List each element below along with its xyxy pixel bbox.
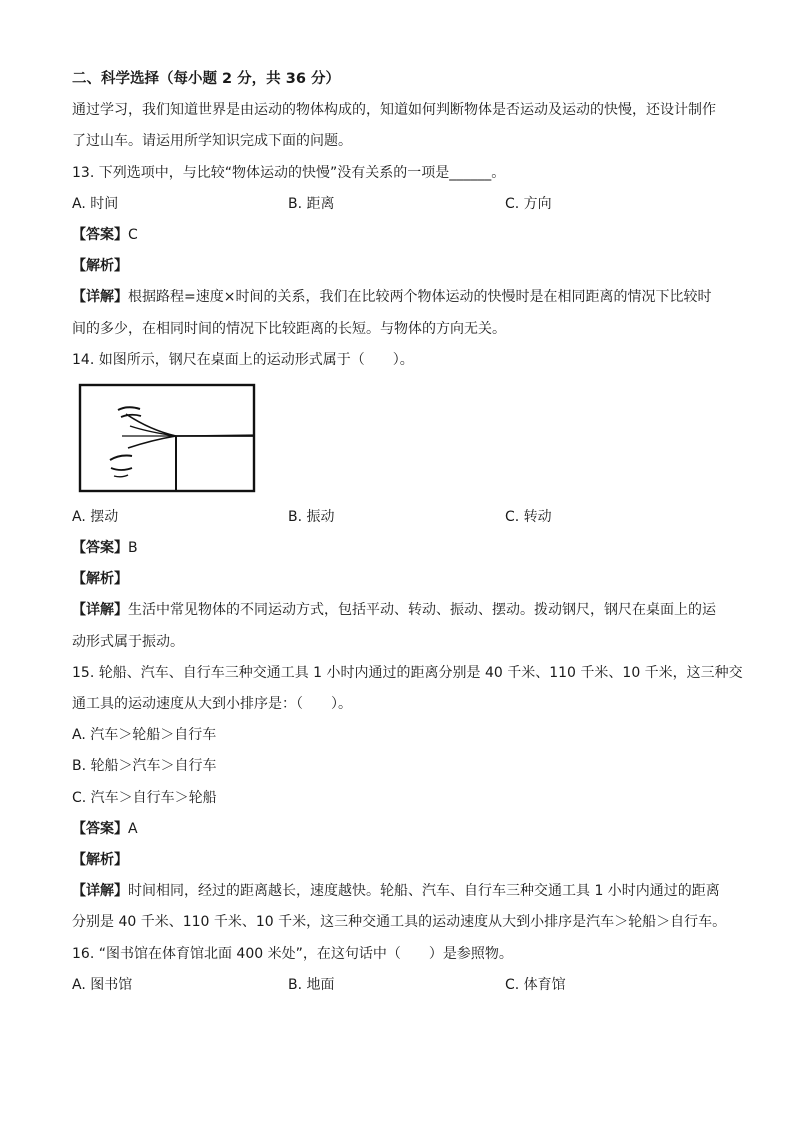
exam-page <box>72 64 743 1001</box>
q13-detail-text-1: 根据路程=速度×时间的关系，我们在比较两个物体运动的快慢时是在相同距离的情况下比较时 <box>128 289 712 306</box>
q16-options <box>72 970 732 1001</box>
answer-tag: 【答案】 <box>72 540 128 557</box>
ruler-mid-position <box>130 426 176 436</box>
q13-detail-line-1 <box>72 282 732 313</box>
q14-option-a: A. 摆动 <box>72 508 119 525</box>
ruler-up-position <box>126 414 176 436</box>
q15-option-a: A. 汽车＞轮船＞自行车 <box>72 727 217 744</box>
answer-tag: 【答案】 <box>72 820 128 837</box>
q16-option-c: C. 体育馆 <box>505 976 566 993</box>
q15-option-c: C. 汽车＞自行车＞轮船 <box>72 789 217 806</box>
answer-tag: 【答案】 <box>72 226 128 243</box>
section-intro-line-2: 了过山车。请运用所学知识完成下面的问题。 <box>72 133 352 150</box>
q15-detail-line-2: 分别是 40 千米、110 千米、10 千米，这三种交通工具的运动速度从大到小排序是汽车＞轮船＞自行车。 <box>72 914 727 931</box>
vibrating-ruler-illustration <box>78 382 258 494</box>
q13-answer-value: C <box>128 226 138 243</box>
q13-options <box>72 189 732 220</box>
section-title: 二、科学选择（每小题 2 分，共 36 分） <box>72 71 340 87</box>
detail-tag: 【详解】 <box>72 883 128 900</box>
detail-tag: 【详解】 <box>72 289 128 306</box>
q13-option-a: A. 时间 <box>72 195 119 212</box>
q13-stem: 13. 下列选项中，与比较“物体运动的快慢”没有关系的一项是______。 <box>72 164 506 181</box>
motion-mark-top-1 <box>118 407 140 410</box>
q13-detail-line-2: 间的多少，在相同时间的情况下比较距离的长短。与物体的方向无关。 <box>72 320 506 337</box>
q15-detail-text-1: 时间相同，经过的距离越长，速度越快。轮船、汽车、自行车三种交通工具 1 小时内通过的距离 <box>128 883 720 900</box>
detail-tag: 【详解】 <box>72 602 128 619</box>
q13-analysis-tag: 【解析】 <box>72 258 128 275</box>
q14-answer-value: B <box>128 540 138 557</box>
q16-option-b: B. 地面 <box>288 976 335 993</box>
q15-option-b: B. 轮船＞汽车＞自行车 <box>72 758 217 775</box>
motion-mark-bottom-1 <box>110 455 132 460</box>
section-intro-line-1: 通过学习，我们知道世界是由运动的物体构成的，知道如何判断物体是否运动及运动的快慢，还设计制作 <box>72 102 716 119</box>
q15-stem-line-1: 15. 轮船、汽车、自行车三种交通工具 1 小时内通过的距离分别是 40 千米、110 千米、10 千米，这三种交 <box>72 664 743 681</box>
q13-option-b: B. 距离 <box>288 195 335 212</box>
q16-stem: 16. “图书馆在体育馆北面 400 米处”，在这句话中（ ）是参照物。 <box>72 945 513 962</box>
motion-mark-bottom-3 <box>114 475 128 477</box>
q16-option-a: A. 图书馆 <box>72 976 133 993</box>
q14-detail-line-2: 动形式属于振动。 <box>72 633 184 650</box>
q14-figure <box>72 376 732 502</box>
q14-detail-line-1 <box>72 595 732 626</box>
motion-mark-bottom-2 <box>111 468 132 470</box>
q14-detail-text-1: 生活中常见物体的不同运动方式，包括平动、转动、振动、摆动。拨动钢尺，钢尺在桌面上的运 <box>128 602 716 619</box>
q14-options <box>72 502 732 533</box>
q13-answer <box>72 220 732 251</box>
q15-answer <box>72 814 732 845</box>
q13-option-c: C. 方向 <box>505 195 552 212</box>
q15-answer-value: A <box>128 820 138 837</box>
q14-analysis-tag: 【解析】 <box>72 571 128 588</box>
q14-answer <box>72 533 732 564</box>
ruler-down-position <box>128 436 176 448</box>
q15-detail-line-1 <box>72 876 732 907</box>
q14-stem: 14. 如图所示，钢尺在桌面上的运动形式属于（ ）。 <box>72 351 414 368</box>
q14-option-c: C. 转动 <box>505 508 552 525</box>
q14-option-b: B. 振动 <box>288 508 335 525</box>
q15-analysis-tag: 【解析】 <box>72 851 128 868</box>
q15-stem-line-2: 通工具的运动速度从大到小排序是：（ ）。 <box>72 696 352 712</box>
